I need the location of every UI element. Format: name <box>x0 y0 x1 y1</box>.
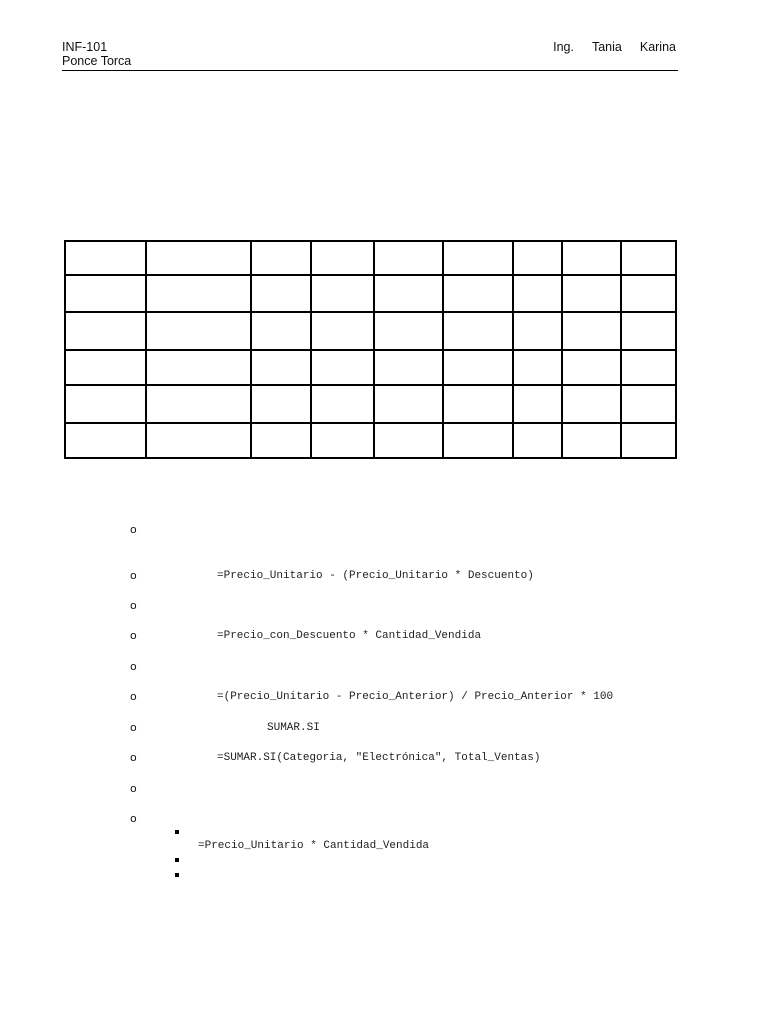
table-cell <box>251 241 311 275</box>
table-cell <box>513 350 562 385</box>
table-cell <box>251 312 311 350</box>
function-name: SUMAR.SI <box>267 722 320 734</box>
table-cell <box>621 312 676 350</box>
author-surname: Ponce Torca <box>62 54 132 68</box>
table-cell <box>65 350 146 385</box>
table-cell <box>374 385 443 423</box>
table-cell <box>562 423 621 458</box>
table-cell <box>443 385 513 423</box>
table-cell <box>311 385 374 423</box>
table-cell <box>562 275 621 312</box>
table-cell <box>621 241 676 275</box>
table-cell <box>562 241 621 275</box>
table-cell <box>146 241 251 275</box>
table-row <box>65 241 676 275</box>
table-cell <box>251 385 311 423</box>
instructor-name <box>553 40 676 54</box>
empty-data-table <box>64 240 677 459</box>
table-cell <box>443 423 513 458</box>
table-cell <box>443 312 513 350</box>
table-cell <box>311 350 374 385</box>
list-bullet: o <box>130 523 137 536</box>
table-cell <box>562 312 621 350</box>
table-cell <box>311 241 374 275</box>
table-cell <box>374 275 443 312</box>
square-bullet-icon <box>175 873 179 877</box>
list-bullet: o <box>130 782 137 795</box>
table-cell <box>65 275 146 312</box>
table-cell <box>146 385 251 423</box>
table-cell <box>621 350 676 385</box>
formula-price-change: =(Precio_Unitario - Precio_Anterior) / Precio_Anterior * 100 <box>217 691 614 703</box>
list-bullet: o <box>130 721 137 734</box>
formula-subtotal: =Precio_Unitario * Cantidad_Vendida <box>198 840 430 852</box>
table-cell <box>443 350 513 385</box>
table-cell <box>621 275 676 312</box>
list-bullet: o <box>130 599 137 612</box>
table-cell <box>513 385 562 423</box>
list-bullet: o <box>130 690 137 703</box>
table-cell <box>562 385 621 423</box>
table-cell <box>251 423 311 458</box>
formula-total-sales: =Precio_con_Descuento * Cantidad_Vendida <box>217 630 482 642</box>
table-row <box>65 385 676 423</box>
table-cell <box>251 275 311 312</box>
table-cell <box>374 423 443 458</box>
table-cell <box>513 275 562 312</box>
second-name: Karina <box>639 40 676 54</box>
table-cell <box>311 423 374 458</box>
list-bullet: o <box>130 569 137 582</box>
table-cell <box>146 350 251 385</box>
table-cell <box>513 312 562 350</box>
table-cell <box>443 275 513 312</box>
first-name: Tania <box>591 40 622 54</box>
table-cell <box>65 241 146 275</box>
table-cell <box>443 241 513 275</box>
table-cell <box>513 241 562 275</box>
list-bullet: o <box>130 751 137 764</box>
table-cell <box>65 423 146 458</box>
table-cell <box>621 423 676 458</box>
table-cell <box>562 350 621 385</box>
table-cell <box>146 312 251 350</box>
table-cell <box>621 385 676 423</box>
table-cell <box>513 423 562 458</box>
formula-sum-if: =SUMAR.SI(Categoria, "Electrónica", Total_Ventas) <box>217 752 541 764</box>
table-cell <box>146 423 251 458</box>
table-row <box>65 312 676 350</box>
table-cell <box>374 350 443 385</box>
page-header <box>62 40 678 71</box>
table-row <box>65 275 676 312</box>
list-bullet: o <box>130 660 137 673</box>
course-code: INF-101 <box>62 40 108 54</box>
table-cell <box>311 275 374 312</box>
table-row <box>65 423 676 458</box>
table-cell <box>251 350 311 385</box>
table-cell <box>374 241 443 275</box>
table-cell <box>311 312 374 350</box>
square-bullet-icon <box>175 858 179 862</box>
list-bullet: o <box>130 629 137 642</box>
table-cell <box>65 312 146 350</box>
table-cell <box>65 385 146 423</box>
table-cell <box>374 312 443 350</box>
title-prefix: Ing. <box>553 40 574 54</box>
list-bullet: o <box>130 812 137 825</box>
table-row <box>65 350 676 385</box>
formula-discount-price: =Precio_Unitario - (Precio_Unitario * Descuento) <box>217 570 534 582</box>
square-bullet-icon <box>175 830 179 834</box>
table-cell <box>146 275 251 312</box>
